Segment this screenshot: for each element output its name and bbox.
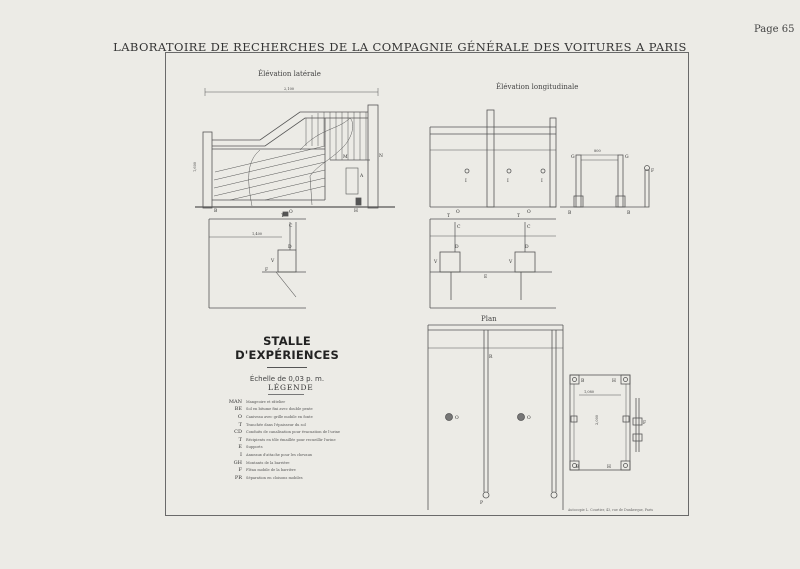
legend-text: Sol en bitume fini avec double pente	[246, 407, 313, 412]
label-h-plan-1: H	[612, 379, 616, 384]
legend-text: Tranchée dans l'épaisseur du sol	[246, 422, 306, 427]
legend-row	[223, 421, 363, 429]
label-o: O	[289, 210, 293, 215]
legend-code: BE	[234, 406, 242, 413]
legend-row	[223, 466, 363, 474]
legend-code: MAN	[228, 398, 242, 405]
title-block	[232, 334, 342, 383]
label-o-long-1: O	[456, 210, 460, 215]
label-t-long-1: T	[447, 214, 451, 219]
legend-text: Supports	[246, 445, 263, 450]
dim-plan-width: 1,080	[584, 390, 595, 394]
label-v-long-2: V	[509, 260, 513, 265]
longitudinal-elevation	[430, 110, 650, 207]
label-b-long-1: B	[568, 211, 572, 216]
legend-code: F	[238, 467, 242, 474]
legend-code: I	[240, 451, 242, 458]
legend-row	[223, 459, 363, 467]
legend-code: E	[238, 444, 242, 451]
label-p-plan: P	[480, 501, 484, 506]
label-f-plan: F	[643, 421, 647, 426]
legend-text: Séparation en cloisons mobiles	[246, 475, 303, 480]
dim-lateral-width: 2,100	[284, 87, 295, 91]
label-d: D	[288, 245, 292, 250]
label-f-long: F	[651, 169, 655, 174]
label-o-long-2: O	[527, 210, 531, 215]
label-g-right: G	[625, 155, 629, 160]
legend-text: Mangeoire et râtelier	[246, 399, 286, 404]
label-h: H	[354, 209, 358, 214]
legend-row	[223, 413, 363, 421]
label-v: V	[271, 259, 275, 264]
view-title-longitudinal: Élévation longitudinale	[496, 83, 579, 91]
header-title: LABORATOIRE DE RECHERCHES DE LA COMPAGNIE GÉNÉRALE DES VOITURES A PARIS	[113, 40, 687, 54]
label-c: C	[289, 224, 293, 229]
legend-text: Anneaux d'attache pour les chevaux	[246, 452, 312, 457]
dim-lateral-height: 1,600	[193, 161, 197, 172]
label-c-long-2: C	[527, 225, 531, 230]
label-m: M	[343, 155, 348, 160]
label-b-long-2: B	[627, 211, 631, 216]
label-a: A	[360, 174, 364, 179]
label-o-plan-1: O	[455, 416, 459, 421]
legend-row	[223, 436, 363, 444]
label-d-long-1: D	[455, 245, 459, 250]
legend-code: O	[237, 413, 242, 420]
label-i-2: I	[507, 179, 509, 184]
dim-longitudinal-gap: 800	[594, 149, 601, 153]
legend-code: CD	[234, 429, 242, 436]
lateral-elevation	[195, 88, 395, 208]
scale-text: Échelle de 0,03 p. m.	[249, 375, 325, 383]
label-r-plan: R	[489, 355, 493, 360]
dim-plan-height: 2,000	[595, 414, 599, 425]
label-b: B	[214, 209, 218, 214]
legend-list	[223, 398, 363, 482]
label-c-long-1: C	[457, 225, 461, 230]
plan-view	[428, 325, 642, 510]
label-b-plan-2: B	[576, 465, 580, 470]
view-title-lateral: Élévation latérale	[258, 70, 321, 78]
label-g-left: G	[571, 155, 575, 160]
legend-text: Fléau mobile de la barrière	[246, 468, 296, 473]
dim-lateral-section: 1,400	[252, 232, 263, 236]
legend-code: T	[238, 421, 242, 428]
legend-code: GH	[233, 459, 242, 466]
legend-code: PR	[234, 474, 242, 481]
title-divider	[267, 367, 307, 368]
legend-heading: LÉGENDE	[268, 383, 308, 395]
legend-row	[223, 428, 363, 436]
stall-title: STALLE D'EXPÉRIENCES	[235, 334, 339, 362]
view-title-plan: Plan	[481, 315, 497, 323]
label-i-1: I	[465, 179, 467, 184]
legend-row	[223, 406, 363, 414]
longitudinal-section	[430, 219, 556, 308]
legend-text: Montants de la barrière	[246, 460, 290, 465]
legend-text: Récipients en tôle émaillée pour recueillir l'urine	[246, 437, 336, 442]
label-e-long: E	[484, 275, 488, 280]
legend-row	[223, 444, 363, 452]
legend-row	[223, 398, 363, 406]
label-d-long-2: D	[525, 245, 529, 250]
legend-row	[223, 474, 363, 482]
label-f: F	[265, 268, 269, 273]
legend-text: Conduits de canalisation pour évacuation de l'urine	[246, 430, 341, 435]
label-b-plan-1: B	[581, 379, 585, 384]
legend-code: T	[238, 436, 242, 443]
legend-text: Caniveau avec grille mobile en fonte	[246, 414, 313, 419]
label-v-long-1: V	[434, 260, 438, 265]
label-t: T	[281, 214, 285, 219]
label-t-long-2: T	[517, 214, 521, 219]
page-number: Page 65	[754, 24, 795, 35]
publisher-credit: Autocopie L. Courtier, 43, rue de Dunkerque, Paris	[568, 508, 654, 512]
label-h-plan-2: H	[607, 465, 611, 470]
label-i-3: I	[541, 179, 543, 184]
label-n: N	[379, 154, 383, 159]
label-o-plan-2: O	[527, 416, 531, 421]
legend-row	[223, 451, 363, 459]
